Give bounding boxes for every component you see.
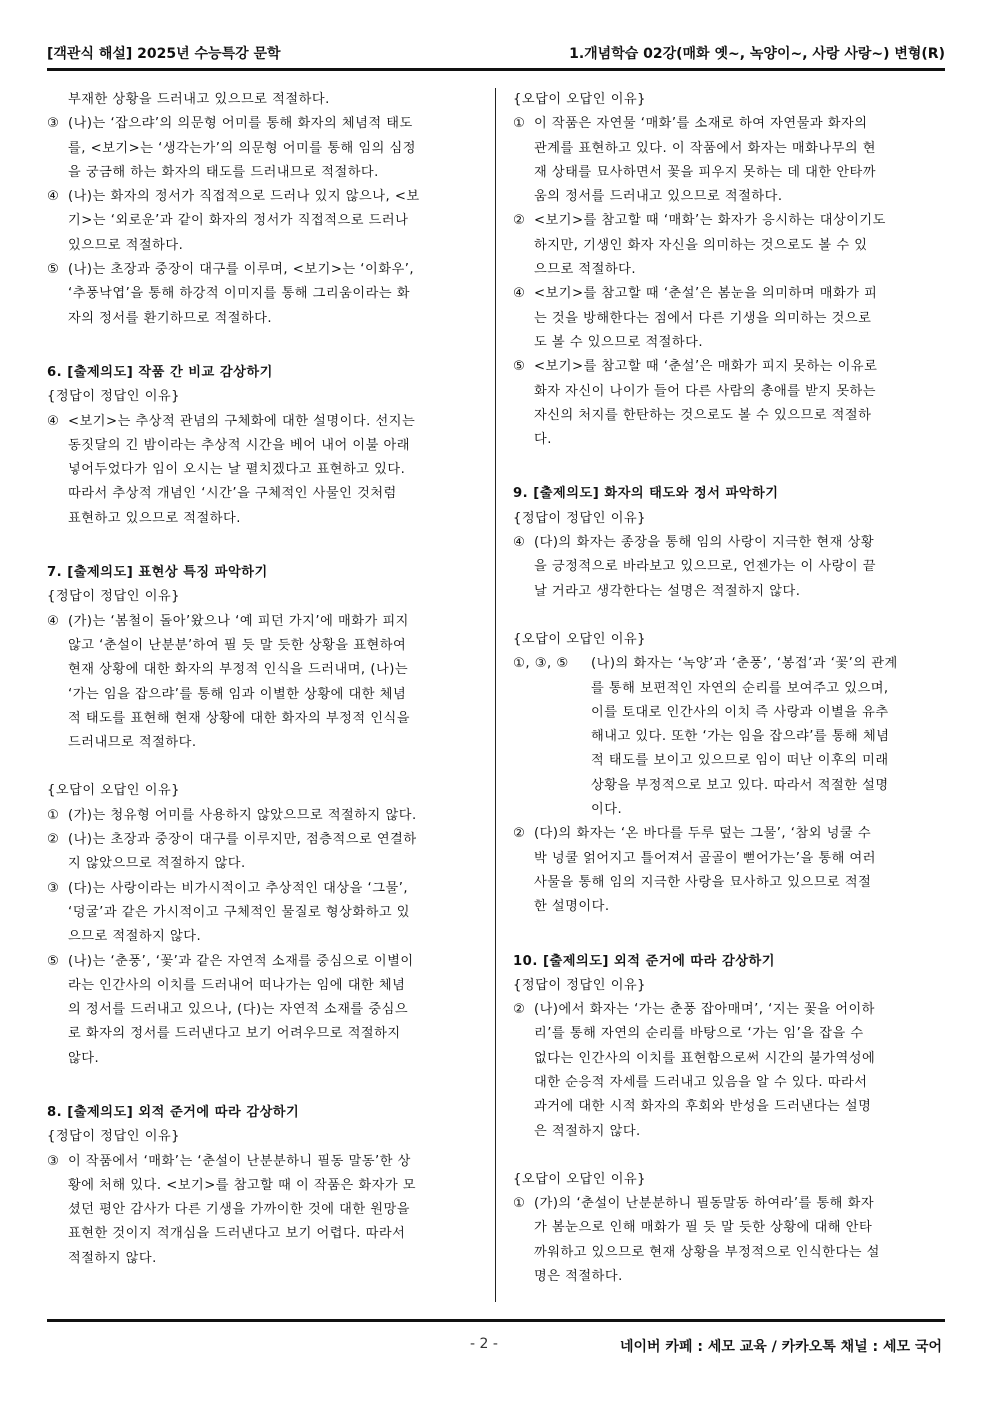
right-column [513, 88, 945, 1289]
answer-number: ② [513, 213, 526, 229]
answer-item [47, 185, 477, 258]
column-divider [495, 88, 496, 1302]
answer-text-line: 는 것을 방해한다는 점에서 다른 기생을 의미하는 것으로 [534, 310, 872, 326]
answer-text-line: 의 정서를 드러내고 있으나, (다)는 자연적 소재를 중심으 [68, 1002, 409, 1018]
answer-text-line: 표현하고 있으므로 적절하다. [68, 510, 241, 526]
answer-text-line: 않고 ‘춘설이 난분분’하여 필 듯 말 듯한 상황을 표현하여 [68, 637, 407, 653]
answer-number: ⑤ [47, 953, 60, 969]
answer-text-line: 리’를 통해 자연의 순리를 바탕으로 ‘가는 임’을 잡을 수 [534, 1026, 864, 1042]
q7-wrong-label: {오답이 오답인 이유} [47, 783, 181, 799]
page-header [47, 40, 945, 66]
answer-number: ④ [513, 286, 526, 302]
answer-text-line: 적 태도를 표현해 현재 상황에 대한 화자의 부정적 인식을 [68, 710, 411, 726]
answer-text-line: 적 태도를 보이고 있으므로 임이 떠난 이후의 미래 [591, 753, 889, 769]
answer-text-line: (나)는 ‘잡으랴’의 의문형 어미를 통해 화자의 체념적 태도 [68, 116, 413, 132]
footer-channel-info: 네이버 카페 : 세모 교육 / 카카오톡 채널 : 세모 국어 [619, 1339, 942, 1355]
answer-text-line: 않다. [68, 1050, 100, 1066]
answer-text-line: (가)는 청유형 어미를 사용하지 않았으므로 적절하지 않다. [68, 807, 417, 823]
answer-number: ④ [513, 535, 526, 551]
answer-text-line: (나)는 초장과 중장이 대구를 이루지만, 점층적으로 연결하 [68, 832, 417, 848]
answer-text-line: 셨던 평안 감사가 다른 기생을 가까이한 것에 대한 원망을 [68, 1202, 411, 1218]
answer-number: ② [47, 832, 60, 848]
answer-text-line: (나)에서 화자는 ‘가는 춘풍 잡아매며’, ‘지는 꽃을 어이하 [534, 1002, 875, 1018]
header-left-title: [객관식 해설] 2025년 수능특강 문학 [47, 46, 281, 62]
answer-text-line: 이를 토대로 인간사의 이치 즉 사랑과 이별을 유추 [591, 704, 889, 720]
answer-text-line: 해내고 있다. 또한 ‘가는 임을 잡으랴’를 통해 체념 [591, 729, 890, 745]
q6-title: 6. [출제의도] 작품 간 비교 감상하기 [47, 364, 273, 380]
answer-text-line: 상황을 부정적으로 보고 있다. 따라서 적절한 설명 [591, 777, 889, 793]
answer-number: ⑤ [513, 359, 526, 375]
answer-text-line: (나)의 화자는 ‘녹양’과 ‘춘풍’, ‘봉접’과 ‘꽃’의 관계 [591, 656, 898, 672]
answer-number: ③ [47, 1153, 60, 1169]
left-column [47, 88, 477, 1271]
answer-item [47, 112, 477, 185]
answer-text-line: 넣어두었다가 임이 오시는 날 펼치겠다고 표현하고 있다. [68, 462, 406, 478]
q6-correct-label: {정답이 정답인 이유} [47, 389, 181, 405]
q9-title: 9. [출제의도] 화자의 태도와 정서 파악하기 [513, 486, 779, 502]
answer-number: ④ [47, 613, 60, 629]
answer-text-line: 을 궁금해 하는 화자의 태도를 드러내므로 적절하다. [68, 164, 379, 180]
answer-item [513, 209, 945, 282]
page-number: - 2 - [470, 1336, 498, 1352]
answer-text-line: 사물을 통해 임의 지극한 사랑을 묘사하고 있으므로 적절 [534, 874, 872, 890]
q8-items [47, 1150, 477, 1271]
q7-correct-items [47, 610, 477, 756]
answer-text-line: 를, <보기>는 ‘생각는가’의 의문형 어미를 통해 임의 심정 [68, 140, 417, 156]
answer-text-line: 재 상태를 묘사하면서 꽃을 피우지 못하는 데 대한 안타까 [534, 164, 877, 180]
answer-text-line: 황에 처해 있다. <보기>를 참고할 때 이 작품은 화자가 모 [68, 1177, 417, 1193]
answer-text-line: 기>는 ‘외로운’과 같이 화자의 정서가 직접적으로 드러나 [68, 213, 409, 229]
q8-wrong-label: {오답이 오답인 이유} [513, 92, 647, 107]
q9-wrong-label: {오답이 오답인 이유} [513, 631, 647, 647]
answer-text-line: 한 설명이다. [534, 899, 610, 915]
answer-item [47, 950, 477, 1071]
answer-text-line: ‘추풍낙엽’을 통해 하강적 이미지를 통해 그리움이라는 화 [68, 286, 411, 302]
answer-number: ① [513, 116, 526, 132]
answer-text-line: 을 긍정적으로 바라보고 있으므로, 언젠가는 이 사랑이 끝 [534, 559, 877, 575]
answer-text-line: (가)의 ‘춘설이 난분분하니 필동말동 하여라’를 통해 화자 [534, 1196, 875, 1212]
answer-text-line: 적절하지 않다. [68, 1250, 157, 1266]
answer-item [47, 804, 477, 828]
q6-items [47, 410, 477, 531]
answer-item [47, 258, 477, 331]
q7-title: 7. [출제의도] 표현상 특징 파악하기 [47, 565, 268, 581]
answer-text-line: 과거에 대한 시적 화자의 후회와 반성을 드러낸다는 설명 [534, 1099, 872, 1115]
answer-text-line: 라는 인간사의 이치를 드러내어 떠나가는 임에 대한 체념 [68, 977, 406, 993]
answer-text-line: (다)의 화자는 종장을 통해 임의 사랑이 지극한 현재 상황 [534, 535, 875, 551]
answer-text-line: 자의 정서를 환기하므로 적절하다. [68, 310, 273, 326]
answer-text-line: 지 않았으므로 적절하지 않다. [68, 856, 246, 872]
q10-correct-label: {정답이 정답인 이유} [513, 977, 647, 993]
answer-text-line: (나)는 ‘춘풍’, ‘꽃’과 같은 자연적 소재를 중심으로 이별이 [68, 953, 414, 969]
answer-number: ② [513, 826, 526, 842]
answer-text-line: 화자 자신이 나이가 들어 다른 사람의 총애를 받지 못하는 [534, 383, 877, 399]
q9-correct-items [513, 531, 945, 604]
answer-text-line: 자신의 처지를 한탄하는 것으로도 볼 수 있으므로 적절하 [534, 407, 872, 423]
answer-item [47, 610, 477, 756]
answer-text-line: ‘가는 임을 잡으랴’를 통해 임과 이별한 상황에 대한 체념 [68, 686, 407, 702]
q10-title: 10. [출제의도] 외적 준거에 따라 감상하기 [513, 953, 775, 969]
answer-text-line: 로 화자의 정서를 드러낸다고 보기 어려우므로 적절하지 [68, 1026, 401, 1042]
q10-correct-items [513, 998, 945, 1144]
q8-wrong-items [513, 112, 945, 452]
answer-text-line: (다)의 화자는 ‘온 바다를 두루 덮는 그물’, ‘참외 넝쿨 수 [534, 826, 872, 842]
answer-number: ④ [47, 189, 60, 205]
q10-wrong-items [513, 1192, 945, 1289]
answer-text-line: (가)는 ‘봄철이 돌아’왔으나 ‘예 피던 가지’에 매화가 피지 [68, 613, 409, 629]
answer-text-line: (나)는 초장과 중장이 대구를 이루며, <보기>는 ‘이화우’, [68, 262, 415, 278]
answer-number: ④ [47, 413, 60, 429]
answer-text-line: 이 작품은 자연물 ‘매화’를 소재로 하여 자연물과 화자의 [534, 116, 868, 132]
answer-text-line: 까워하고 있으므로 현재 상황을 부정적으로 인식한다는 설 [534, 1244, 880, 1260]
answer-text-line: (나)는 화자의 정서가 직접적으로 드러나 있지 않으나, <보 [68, 189, 420, 205]
answer-text-line: 도 볼 수 있으므로 적절하다. [534, 334, 704, 350]
answer-text-line: ‘덩굴’과 같은 가시적이고 구체적인 물질로 형상화하고 있 [68, 904, 411, 920]
answer-text-line: (다)는 사랑이라는 비가시적이고 추상적인 대상을 ‘그물’, [68, 880, 409, 896]
answer-number: ① [513, 1196, 526, 1212]
answer-item [47, 410, 477, 531]
answer-item [47, 1150, 477, 1271]
answer-number: ③ [47, 116, 60, 132]
answer-text-line: 이다. [591, 802, 623, 818]
answer-text-line: 드러내므로 적절하다. [68, 735, 197, 751]
answer-item [513, 531, 945, 604]
answer-text-line: 따라서 추상적 개념인 ‘시간’을 구체적인 사물인 것처럼 [68, 486, 397, 502]
answer-text-line: 명은 적절하다. [534, 1269, 623, 1285]
answer-text-line: <보기>를 참고할 때 ‘춘설’은 매화가 피지 못하는 이유로 [534, 359, 878, 375]
answer-text-line: 하지만, 기생인 화자 자신을 의미하는 것으로도 볼 수 있 [534, 237, 868, 253]
q7-correct-label: {정답이 정답인 이유} [47, 589, 181, 605]
answer-item [47, 877, 477, 950]
answer-number: ⑤ [47, 262, 60, 278]
answer-text-line: 으므로 적절하지 않다. [68, 929, 202, 945]
answer-text-line: 관계를 표현하고 있다. 이 작품에서 화자는 매화나무의 현 [534, 140, 877, 156]
answer-text-line: 없다는 인간사의 이치를 표현함으로써 시간의 불가역성에 [534, 1050, 876, 1066]
answer-text-line: <보기>를 참고할 때 ‘매화’는 화자가 응시하는 대상이기도 [534, 213, 886, 229]
header-rule [47, 68, 945, 71]
answer-text-line: 으므로 적절하다. [534, 262, 637, 278]
answer-text-line: 현재 상황에 대한 화자의 부정적 인식을 드러내며, (나)는 [68, 662, 409, 678]
answer-number: ② [513, 1002, 526, 1018]
answer-text-line: 있으므로 적절하다. [68, 237, 184, 253]
q8-title: 8. [출제의도] 외적 준거에 따라 감상하기 [47, 1104, 300, 1120]
answer-item [513, 112, 945, 209]
answer-number: ①, ③, ⑤ [513, 656, 569, 672]
q5-items [47, 112, 477, 331]
answer-text-line: 이 작품에서 ‘매화’는 ‘춘설이 난분분하니 필동 말동’한 상 [68, 1153, 411, 1169]
answer-number: ③ [47, 880, 60, 896]
answer-text-line: 가 봄눈으로 인해 매화가 필 듯 말 듯한 상황에 대해 안타 [534, 1220, 873, 1236]
answer-text-line: 날 거라고 생각한다는 설명은 적절하지 않다. [534, 583, 801, 599]
answer-item [513, 1192, 945, 1289]
answer-text-line: 은 적절하지 않다. [534, 1123, 641, 1139]
answer-text-line: 동짓달의 긴 밤이라는 추상적 시간을 베어 내어 이불 아래 [68, 437, 411, 453]
footer-rule [47, 1319, 945, 1322]
answer-item [513, 998, 945, 1144]
header-right-title: 1.개념학습 02강(매화 옛~, 녹양이~, 사랑 사랑~) 변형(R) [569, 46, 945, 62]
q7-wrong-items [47, 804, 477, 1071]
answer-item [513, 822, 945, 919]
answer-text-line: <보기>는 추상적 관념의 구체화에 대한 설명이다. 선지는 [68, 413, 416, 429]
answer-text-line: <보기>를 참고할 때 ‘춘설’은 봄눈을 의미하며 매화가 피 [534, 286, 878, 302]
answer-text-line: 표현한 것이지 적개심을 드러낸다고 보기 어렵다. 따라서 [68, 1226, 406, 1242]
answer-text-line: 대한 순응적 자세를 드러내고 있음을 알 수 있다. 따라서 [534, 1074, 868, 1090]
continued-text: 부재한 상황을 드러내고 있으므로 적절하다. [68, 92, 330, 107]
answer-text-line: 다. [534, 432, 552, 448]
answer-item [513, 652, 945, 822]
answer-text-line: 움의 정서를 드러내고 있으므로 적절하다. [534, 189, 783, 205]
answer-item [47, 828, 477, 877]
answer-text-line: 박 넝쿨 얽어지고 틀어져서 골골이 뻗어가는’을 통해 여러 [534, 850, 877, 866]
q9-wrong-items [513, 652, 945, 919]
q9-correct-label: {정답이 정답인 이유} [513, 510, 647, 526]
answer-item [513, 282, 945, 355]
answer-text-line: 를 통해 보편적인 자연의 순리를 보여주고 있으며, [591, 680, 889, 696]
q8-correct-label: {정답이 정답인 이유} [47, 1129, 181, 1145]
answer-item [513, 355, 945, 452]
answer-number: ① [47, 807, 60, 823]
q10-wrong-label: {오답이 오답인 이유} [513, 1171, 647, 1187]
